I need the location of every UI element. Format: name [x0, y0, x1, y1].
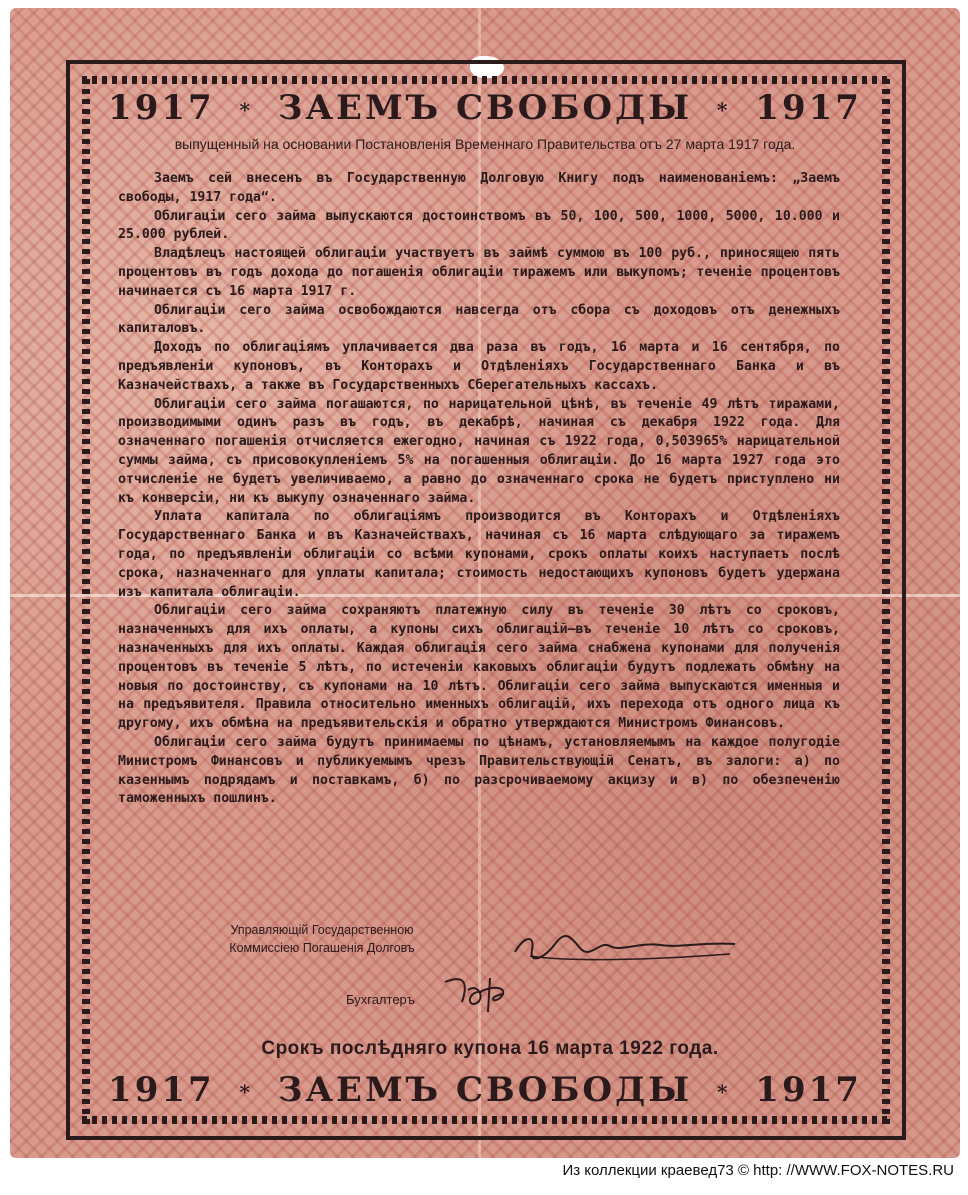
- signatory-title: [192, 921, 452, 957]
- star-icon: *: [716, 98, 731, 122]
- paragraph: Облигаціи сего займа сохраняютъ платежную силу въ теченіе 30 лѣтъ со сроковъ, назначенныхъ для ихъ оплаты, а купоны сихъ облигацій—въ теченіе 10 лѣтъ со сроковъ, назначенныхъ для ихъ оплаты. Каждая облигація сего займа снабжена купонами для полученія процентовъ въ теченіе 5 лѣтъ, по истеченіи каковыхъ облигаціи будутъ подлежать обмѣну на новыя по достоинству, съ купонами на 10 лѣтъ. Облигаціи сего займа выпускаются именныя и на предъявителя. Правила относительно именныхъ облигацій, ихъ перехода отъ одного лица къ другому, ихъ обмѣна на предъявительскія и обратно утверждаются Министромъ Финансовъ.: [118, 603, 840, 732]
- signatory-line-1: Управляющій Государственною: [230, 923, 414, 937]
- paragraph: Облигаціи сего займа будутъ принимаемы по цѣнамъ, установляемымъ на каждое полугодіе Министромъ Финансовъ и публикуемымъ чрезъ Правительствующій Сенатъ, въ залоги: а) по казеннымъ подрядамъ и поставкамъ, б) по разсрочиваемому акцизу и в) по обезпеченію таможенныхъ пошлинъ.: [118, 734, 840, 807]
- header-year-right: 1917: [755, 88, 862, 128]
- collection-credit: Из коллекции краевед73 © http: //WWW.FOX-NOTES.RU: [562, 1162, 954, 1179]
- accountant-signature-icon: [440, 972, 530, 1016]
- paragraph: Доходъ по облигаціямъ уплачивается два раза въ годъ, 16 марта и 16 сентября, по предъявленіи купоновъ, въ Конторахъ и Отдѣленіяхъ Государственнаго Банка и въ Казначействахъ, а также въ Государственныхъ Сберегательныхъ кассахъ.: [118, 340, 840, 393]
- footer-year-right: 1917: [755, 1070, 862, 1110]
- paragraph: Владѣлецъ настоящей облигаціи участвуетъ въ займѣ суммою въ 100 руб., приносящею пять процентовъ въ годъ дохода до погашенія облигаціи тиражемъ или выкупомъ; теченіе процентовъ начинается съ 16 марта 1917 г.: [118, 246, 840, 299]
- header-title: ЗАЕМЪ СВОБОДЫ: [277, 88, 693, 128]
- last-coupon-term: Срокъ послѣдняго купона 16 марта 1922 года.: [261, 1038, 719, 1059]
- meander-border-right: [882, 76, 890, 1124]
- signature-icon: [510, 930, 740, 964]
- star-icon: *: [239, 1080, 253, 1104]
- bond-text: [118, 170, 840, 809]
- paragraph: Облигаціи сего займа выпускаются достоинствомъ въ 50, 100, 500, 1000, 5000, 10.000 и 25.000 рублей.: [118, 208, 840, 243]
- footer-year-left: 1917: [108, 1070, 215, 1110]
- footer-title: ЗАЕМЪ СВОБОДЫ: [277, 1070, 693, 1110]
- header-year-left: 1917: [108, 88, 215, 128]
- paragraph: Облигаціи сего займа освобождаются навсегда отъ сбора съ доходовъ отъ денежныхъ капиталовъ.: [118, 302, 840, 337]
- subtitle: выпущенный на основании Постановленія Временнаго Правительства отъ 27 марта 1917 года.: [174, 136, 796, 152]
- meander-border-bottom: [82, 1116, 890, 1124]
- accountant-label: Бухгалтеръ: [346, 992, 415, 1007]
- header-top: [100, 88, 870, 128]
- meander-border-left: [82, 76, 90, 1124]
- paragraph: Заемъ сей внесенъ въ Государственную Долговую Книгу подъ наименованіемъ: „Заемъ свободы, 1917 года“.: [118, 171, 840, 205]
- paragraph: Облигаціи сего займа погашаются, по нарицательной цѣнѣ, въ теченіе 49 лѣтъ тиражами, производимыми одинъ разъ въ годъ, въ декабрѣ, начиная съ декабря 1922 года. Для означеннаго погашенія отчисляется ежегодно, начиная съ 1922 года, 0,503965% нарицательной суммы займа, съ присовокупленіемъ 5% на погашенныя облигаціи. До 16 марта 1927 года это отчисленіе не будетъ увеличиваемо, а равно до означеннаго срока не будетъ приступлено ни къ конверсіи, ни къ выкупу означеннаго займа.: [118, 396, 840, 506]
- header-bottom: [100, 1070, 870, 1110]
- meander-border-top: [82, 76, 890, 84]
- star-icon: *: [716, 1080, 731, 1104]
- signatory-line-2: Коммиссіею Погашенія Долговъ: [229, 941, 415, 955]
- star-icon: *: [239, 98, 253, 122]
- paragraph: Уплата капитала по облигаціямъ производится въ Конторахъ и Отдѣленіяхъ Государственнаго Банка и въ Казначействахъ, начиная съ 16 марта слѣдующаго за тиражемъ года, по предъявленіи облигаціи со всѣми купонами, срокъ оплаты коихъ наступаетъ послѣ срока, назначеннаго для уплаты капитала; стоимость недостающихъ купоновъ будетъ удержана изъ капитала облигаціи.: [118, 509, 840, 600]
